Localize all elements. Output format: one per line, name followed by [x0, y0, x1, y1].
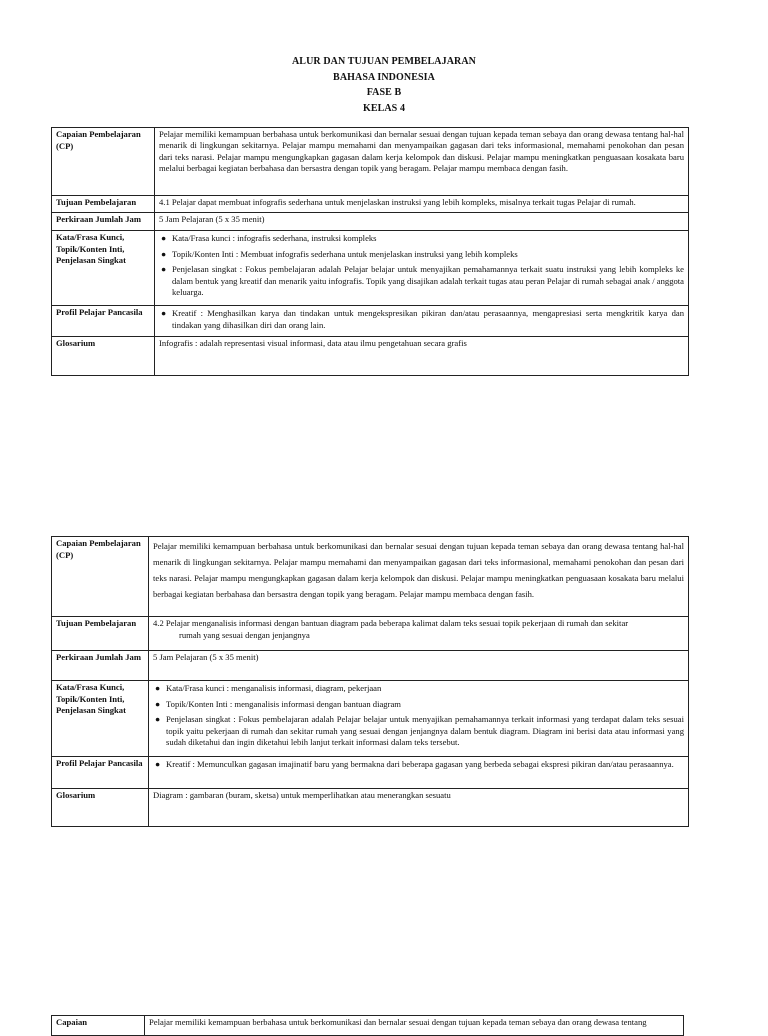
- row-label-jam: Perkiraan Jumlah Jam: [52, 651, 149, 681]
- bullet-icon: ●: [161, 264, 167, 275]
- title-line-2: BAHASA INDONESIA: [333, 71, 435, 83]
- row-label-glosarium: Glosarium: [52, 789, 149, 827]
- bullet-icon: ●: [155, 683, 161, 693]
- profil-list: [153, 759, 684, 771]
- row-label-tujuan: Tujuan Pembelajaran: [52, 196, 155, 213]
- list-item: ● Penjelasan singkat : Fokus pembelajaran adalah Pelajar belajar untuk menyajikan pemahamannya terkait informasi yang terdapat dalam teks sesuai topik yaitu pekerjaan di rumah dan sekitar rumah yang sesuai dengan jenjangnya dalam bentuk diagram. Diagram ini berisi data atau informasi yang sudah diketahui dan ingin diketahui lebih lanjut terkait informasi dalam teks tersebut.: [155, 714, 684, 748]
- profil-cell: [155, 306, 689, 337]
- list-item: ● Kreatif : Memunculkan gagasan imajinatif baru yang bermakna dari beberapa gagasan yang berbeda sebagai ekspresi pikiran dan/atau perasaannya.: [155, 759, 674, 769]
- title-line-1: ALUR DAN TUJUAN PEMBELAJARAN: [291, 56, 476, 67]
- title-line-4: KELAS 4: [362, 102, 406, 114]
- title-line-3: FASE B: [366, 87, 402, 98]
- table-row: [52, 231, 689, 306]
- table-row: [52, 128, 689, 196]
- kata-cell: [149, 681, 689, 757]
- table-row: [52, 789, 689, 827]
- tujuan-text-line-1: 4.2 Pelajar menganalisis informasi dengan bantuan diagram pada beberapa kalimat dalam teks sesuai topik pekerjaan di rumah dan sekitar: [153, 618, 629, 628]
- list-item: ● Kata/Frasa kunci : menganalisis informasi, diagram, pekerjaan: [155, 683, 382, 693]
- tujuan-cell: [149, 617, 689, 651]
- list-item: ● Kreatif : Menghasilkan karya dan tindakan untuk mengekspresikan pikiran dan/atau perasaannya, mengapresiasi serta mengkritik karya dan tindakan yang dihasilkan diri dan orang lain.: [161, 308, 684, 330]
- table-row: [52, 537, 689, 617]
- bullet-icon: ●: [155, 714, 161, 725]
- row-label-profil: Profil Pelajar Pancasila: [52, 306, 155, 337]
- cp-text: Pelajar memiliki kemampuan berbahasa untuk berkomunikasi dan bernalar sesuai dengan tujuan kepada teman sebaya dan orang dewasa tentang hal-hal menarik di lingkungan sekitarnya. Pelajar mampu memahami dan menyampaikan gagasan dari teks informasional, memahami penokohan dan pesan dari teks narasi. Pelajar mampu mengungkapkan gagasan dalam kerja kelompok dan diskusi. Pelajar mampu meningkatkan penguasaan kosakata baru melalui berbagai kegiatan berbahasa dan bersastra dengan topik yang beragam. Pelajar mampu membaca dengan fasih.: [149, 537, 689, 617]
- row-label-tujuan: Tujuan Pembelajaran: [52, 617, 149, 651]
- learning-objective-table-3: [51, 1015, 684, 1036]
- table-row: [52, 617, 689, 651]
- table-row: [52, 306, 689, 337]
- cp-text: Pelajar memiliki kemampuan berbahasa untuk berkomunikasi dan bernalar sesuai dengan tujuan kepada teman sebaya dan orang dewasa tentang: [145, 1016, 684, 1036]
- table-row: [52, 651, 689, 681]
- glosarium-text: Infografis : adalah representasi visual informasi, data atau ilmu pengetahuan secara grafis: [155, 337, 689, 376]
- learning-objective-table-2: [51, 536, 689, 827]
- tujuan-text-line-2: rumah yang sesuai dengan jenjangnya: [179, 629, 310, 640]
- kata-list: [159, 233, 684, 299]
- kata-list: [153, 683, 684, 749]
- row-label-cp: Capaian: [52, 1016, 145, 1036]
- bullet-icon: ●: [161, 308, 167, 318]
- jam-text: 5 Jam Pelajaran (5 x 35 menit): [155, 213, 689, 231]
- row-label-glosarium: Glosarium: [52, 337, 155, 376]
- profil-cell: [149, 757, 689, 789]
- table-row: [52, 757, 689, 789]
- table-row: [52, 213, 689, 231]
- table-row: [52, 337, 689, 376]
- bullet-icon: ●: [161, 248, 167, 259]
- table-row: [52, 1016, 684, 1036]
- document-title: [0, 54, 768, 116]
- glosarium-text: Diagram : gambaran (buram, sketsa) untuk memperlihatkan atau menerangkan sesuatu: [149, 789, 689, 827]
- list-item: ● Penjelasan singkat : Fokus pembelajaran adalah Pelajar belajar untuk menyajikan pemahamannya terkait suatu instruksi yang lebih kompleks ke dalam bentuk yang kreatif dan menarik yaitu infografis. Topik yang disajikan adalah terkait tugas atau peran Pelajar di rumah sebagai anak / anggota keluarga.: [161, 264, 684, 298]
- row-label-kata: Kata/Frasa Kunci, Topik/Konten Inti, Penjelasan Singkat: [52, 681, 149, 757]
- list-item: ● Kata/Frasa kunci : infografis sederhana, instruksi kompleks: [161, 233, 377, 243]
- row-label-kata: Kata/Frasa Kunci, Topik/Konten Inti, Penjelasan Singkat: [52, 231, 155, 306]
- kata-cell: [155, 231, 689, 306]
- row-label-jam: Perkiraan Jumlah Jam: [52, 213, 155, 231]
- table-row: [52, 681, 689, 757]
- cp-text: Pelajar memiliki kemampuan berbahasa untuk berkomunikasi dan bernalar sesuai dengan tujuan kepada teman sebaya dan orang dewasa tentang hal-hal menarik di lingkungan sekitarnya. Pelajar mampu memahami dan menyampaikan gagasan dari teks informasional, memahami penokohan dan pesan dari teks narasi. Pelajar mampu mengungkapkan gagasan dalam kerja kelompok dan diskusi. Pelajar mampu meningkatkan penguasaan kosakata baru melalui berbagai kegiatan berbahasa dan bersastra dengan topik yang beragam. Pelajar mampu membaca dengan fasih.: [155, 128, 689, 196]
- learning-objective-table-1: [51, 127, 689, 376]
- row-label-profil: Profil Pelajar Pancasila: [52, 757, 149, 789]
- profil-list: [159, 308, 684, 331]
- list-item: ● Topik/Konten Inti : Membuat infografis sederhana untuk menjelaskan instruksi yang lebih kompleks: [161, 248, 518, 259]
- table-row: [52, 196, 689, 213]
- row-label-cp: Capaian Pembelajaran (CP): [52, 128, 155, 196]
- bullet-icon: ●: [161, 233, 167, 243]
- tujuan-text: 4.1 Pelajar dapat membuat infografis sederhana untuk menjelaskan instruksi yang lebih kompleks, misalnya terkait tugas Pelajar di rumah.: [155, 196, 689, 213]
- bullet-icon: ●: [155, 759, 161, 769]
- bullet-icon: ●: [155, 698, 161, 709]
- row-label-cp: Capaian Pembelajaran (CP): [52, 537, 149, 617]
- list-item: ● Topik/Konten Inti : menganalisis informasi dengan bantuan diagram: [155, 698, 401, 709]
- jam-text: 5 Jam Pelajaran (5 x 35 menit): [149, 651, 689, 681]
